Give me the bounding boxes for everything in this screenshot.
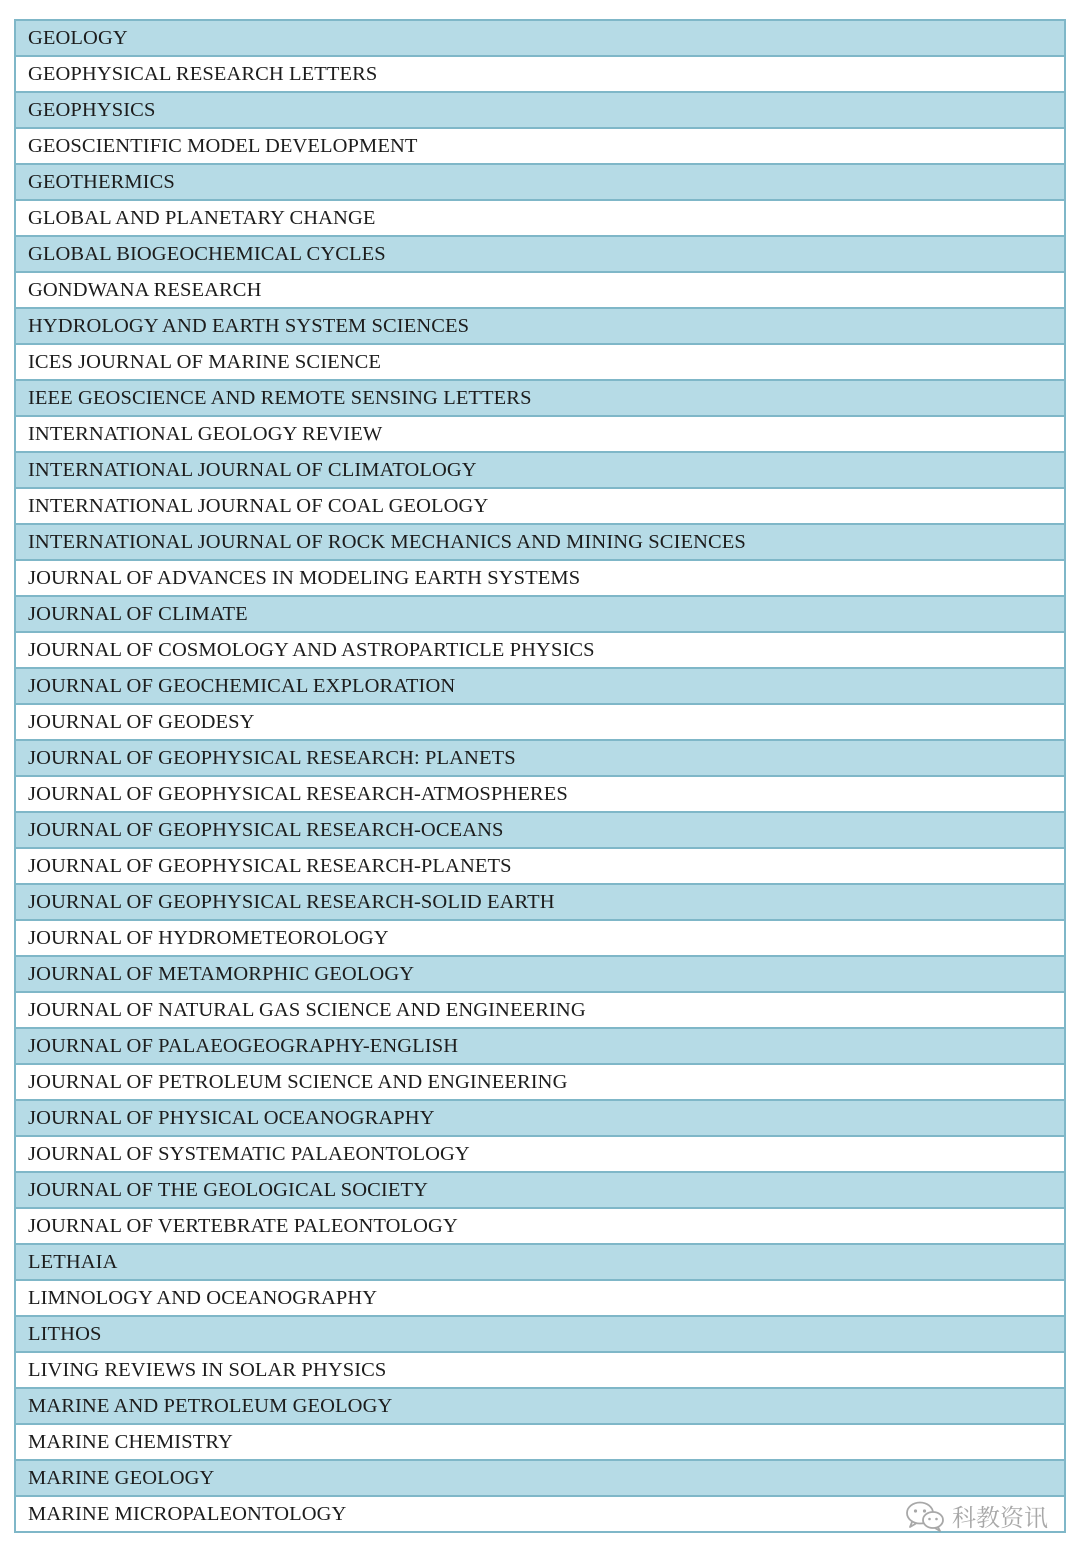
journal-name-cell: JOURNAL OF GEOPHYSICAL RESEARCH-OCEANS <box>15 812 1065 848</box>
journal-name-cell: LIMNOLOGY AND OCEANOGRAPHY <box>15 1280 1065 1316</box>
table-row <box>15 1244 1065 1280</box>
table-row <box>15 1280 1065 1316</box>
journal-name-cell: INTERNATIONAL JOURNAL OF ROCK MECHANICS AND MINING SCIENCES <box>15 524 1065 560</box>
table-row <box>15 1172 1065 1208</box>
table-row <box>15 272 1065 308</box>
journal-name-cell: JOURNAL OF GEOPHYSICAL RESEARCH-SOLID EARTH <box>15 884 1065 920</box>
table-row <box>15 776 1065 812</box>
journal-name-cell: JOURNAL OF METAMORPHIC GEOLOGY <box>15 956 1065 992</box>
journal-name-cell: GLOBAL BIOGEOCHEMICAL CYCLES <box>15 236 1065 272</box>
table-row <box>15 596 1065 632</box>
journal-name-cell: MARINE MICROPALEONTOLOGY <box>15 1496 1065 1532</box>
table-row <box>15 812 1065 848</box>
table-row <box>15 992 1065 1028</box>
journal-name-cell: JOURNAL OF GEOPHYSICAL RESEARCH: PLANETS <box>15 740 1065 776</box>
journal-name-cell: GEOTHERMICS <box>15 164 1065 200</box>
journal-name-cell: JOURNAL OF HYDROMETEOROLOGY <box>15 920 1065 956</box>
table-row <box>15 704 1065 740</box>
journal-name-cell: JOURNAL OF GEODESY <box>15 704 1065 740</box>
journal-name-cell: JOURNAL OF PALAEOGEOGRAPHY-ENGLISH <box>15 1028 1065 1064</box>
table-row <box>15 56 1065 92</box>
journal-name-cell: GLOBAL AND PLANETARY CHANGE <box>15 200 1065 236</box>
table-row <box>15 1064 1065 1100</box>
journal-name-cell: MARINE AND PETROLEUM GEOLOGY <box>15 1388 1065 1424</box>
journal-name-cell: HYDROLOGY AND EARTH SYSTEM SCIENCES <box>15 308 1065 344</box>
watermark <box>904 1498 1048 1533</box>
journal-name-cell: JOURNAL OF NATURAL GAS SCIENCE AND ENGINEERING <box>15 992 1065 1028</box>
journal-name-cell: LITHOS <box>15 1316 1065 1352</box>
journal-name-cell: INTERNATIONAL JOURNAL OF CLIMATOLOGY <box>15 452 1065 488</box>
table-row <box>15 1100 1065 1136</box>
journal-name-cell: IEEE GEOSCIENCE AND REMOTE SENSING LETTERS <box>15 380 1065 416</box>
table-row <box>15 164 1065 200</box>
journal-name-cell: JOURNAL OF COSMOLOGY AND ASTROPARTICLE PHYSICS <box>15 632 1065 668</box>
journal-name-cell: ICES JOURNAL OF MARINE SCIENCE <box>15 344 1065 380</box>
journal-name-cell: JOURNAL OF SYSTEMATIC PALAEONTOLOGY <box>15 1136 1065 1172</box>
journal-name-cell: GEOPHYSICS <box>15 92 1065 128</box>
table-row <box>15 20 1065 56</box>
journal-name-cell: INTERNATIONAL GEOLOGY REVIEW <box>15 416 1065 452</box>
journal-name-cell: JOURNAL OF GEOCHEMICAL EXPLORATION <box>15 668 1065 704</box>
table-row <box>15 380 1065 416</box>
journal-name-cell: JOURNAL OF VERTEBRATE PALEONTOLOGY <box>15 1208 1065 1244</box>
journal-name-cell: JOURNAL OF GEOPHYSICAL RESEARCH-ATMOSPHERES <box>15 776 1065 812</box>
table-row <box>15 1316 1065 1352</box>
table-row <box>15 1136 1065 1172</box>
table-row <box>15 668 1065 704</box>
table-row <box>15 884 1065 920</box>
journal-name-cell: MARINE GEOLOGY <box>15 1460 1065 1496</box>
journal-name-cell: JOURNAL OF GEOPHYSICAL RESEARCH-PLANETS <box>15 848 1065 884</box>
table-row <box>15 128 1065 164</box>
journal-list-table <box>14 19 1066 1533</box>
journal-name-cell: LIVING REVIEWS IN SOLAR PHYSICS <box>15 1352 1065 1388</box>
journal-name-cell: MARINE CHEMISTRY <box>15 1424 1065 1460</box>
journal-list-body <box>15 20 1065 1532</box>
wechat-icon <box>904 1500 946 1532</box>
table-row <box>15 92 1065 128</box>
table-row <box>15 1028 1065 1064</box>
watermark-text: 科教资讯 <box>952 1504 1048 1532</box>
journal-name-cell: GEOLOGY <box>15 20 1065 56</box>
journal-name-cell: GONDWANA RESEARCH <box>15 272 1065 308</box>
table-row <box>15 416 1065 452</box>
table-row <box>15 1460 1065 1496</box>
table-row <box>15 1208 1065 1244</box>
table-row <box>15 488 1065 524</box>
table-row <box>15 524 1065 560</box>
table-row <box>15 236 1065 272</box>
journal-name-cell: LETHAIA <box>15 1244 1065 1280</box>
table-row <box>15 1352 1065 1388</box>
journal-name-cell: INTERNATIONAL JOURNAL OF COAL GEOLOGY <box>15 488 1065 524</box>
journal-name-cell: JOURNAL OF PETROLEUM SCIENCE AND ENGINEERING <box>15 1064 1065 1100</box>
journal-name-cell: JOURNAL OF PHYSICAL OCEANOGRAPHY <box>15 1100 1065 1136</box>
journal-name-cell: JOURNAL OF CLIMATE <box>15 596 1065 632</box>
table-row <box>15 956 1065 992</box>
table-row <box>15 344 1065 380</box>
table-row <box>15 1388 1065 1424</box>
table-row <box>15 848 1065 884</box>
table-row <box>15 632 1065 668</box>
table-row <box>15 920 1065 956</box>
table-row <box>15 200 1065 236</box>
table-row <box>15 560 1065 596</box>
table-row <box>15 740 1065 776</box>
table-row <box>15 452 1065 488</box>
table-row <box>15 308 1065 344</box>
journal-name-cell: GEOSCIENTIFIC MODEL DEVELOPMENT <box>15 128 1065 164</box>
journal-name-cell: JOURNAL OF THE GEOLOGICAL SOCIETY <box>15 1172 1065 1208</box>
journal-name-cell: JOURNAL OF ADVANCES IN MODELING EARTH SYSTEMS <box>15 560 1065 596</box>
journal-name-cell: GEOPHYSICAL RESEARCH LETTERS <box>15 56 1065 92</box>
table-row <box>15 1424 1065 1460</box>
